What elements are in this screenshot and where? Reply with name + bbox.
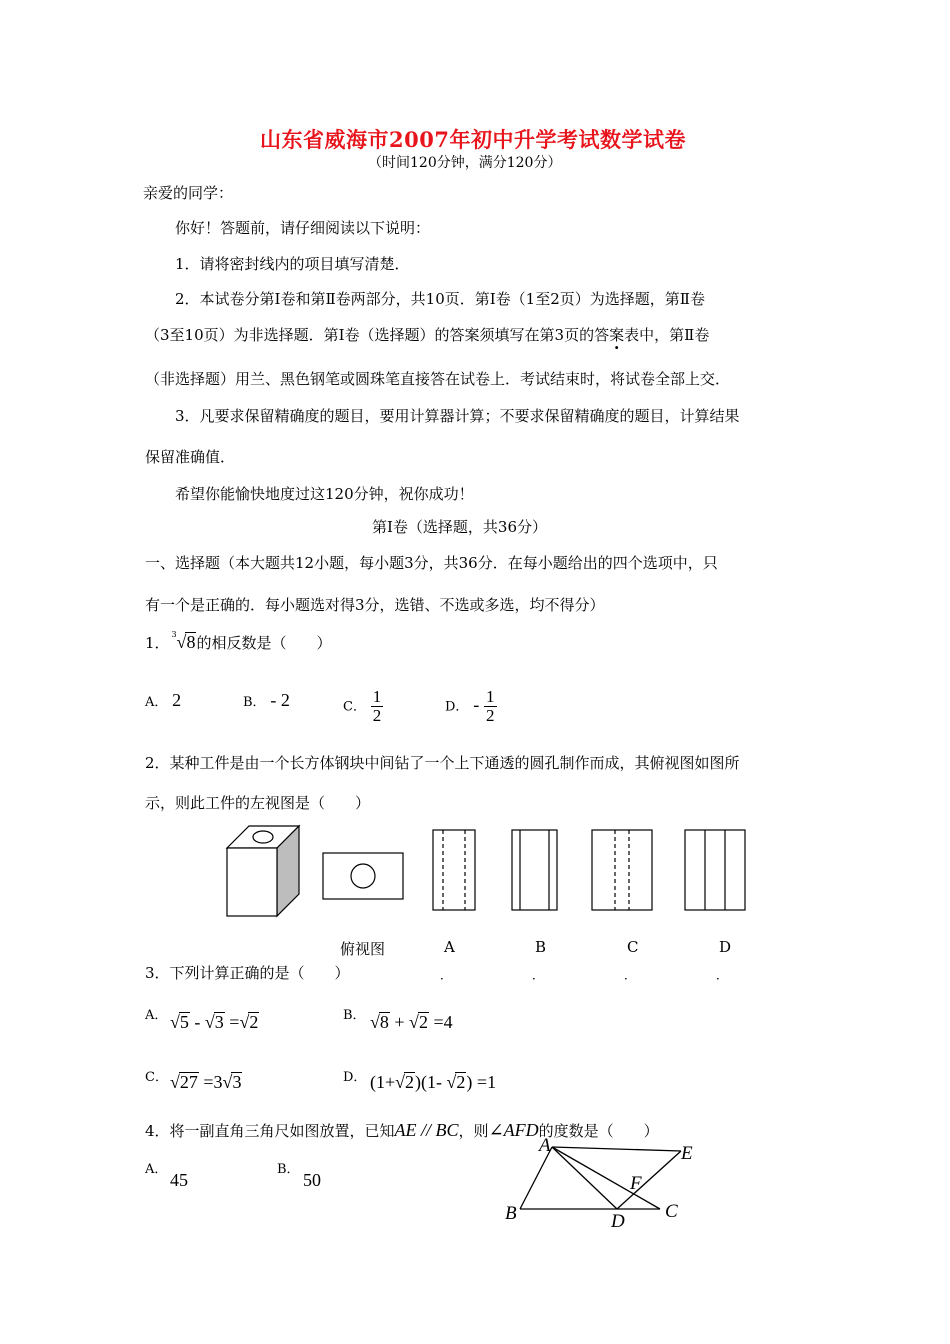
- segment-ab: [520, 1147, 552, 1209]
- question-3-text: 3．下列计算正确的是（ ）: [145, 964, 350, 982]
- top-view-label: 俯视图: [340, 940, 386, 958]
- option-a-figure: [433, 830, 475, 910]
- paren-open: (1+: [370, 1072, 396, 1092]
- angle-afd: ∠AFD: [488, 1120, 539, 1140]
- section-instruction-line2: 有一个是正确的．每小题选对得3分，选错、不选或多选，均不得分）: [145, 596, 605, 614]
- instruction-2-line2: [145, 324, 709, 345]
- point-label-b: B: [505, 1203, 517, 1224]
- q3-option-b-expression: √8 + √2 =4: [370, 1012, 453, 1032]
- option-d-figure: [685, 830, 745, 910]
- option-label: B．: [243, 695, 266, 710]
- option-label: D．: [445, 699, 469, 715]
- option-dot-a: ．: [440, 968, 453, 982]
- answer-sheet-emphasis: 答案表: [594, 326, 640, 344]
- q3-option-a-expression: √5 - √3 =√2: [170, 1012, 259, 1032]
- intro-hello: 你好！答题前，请仔细阅读以下说明：: [175, 219, 431, 237]
- option-value: - 2: [270, 690, 290, 710]
- q3-option-c-label: C．: [145, 1070, 168, 1085]
- equals-value: =1: [476, 1072, 497, 1092]
- q1-option-b: [243, 690, 290, 711]
- q4-option-b-value: 50: [303, 1170, 321, 1190]
- segment-ac: [552, 1147, 660, 1209]
- denominator: 2: [486, 705, 495, 725]
- point-label-c: C: [665, 1201, 678, 1222]
- top-view-figure: [323, 853, 403, 899]
- question-1-text: 的相反数是（ ）: [196, 634, 332, 652]
- triangle-figure: [495, 1125, 725, 1235]
- radicand: 2: [456, 1072, 466, 1092]
- instruction-2-line3: （非选择题）用兰、黑色钢笔或圆珠笔直接答在试卷上．考试结束时，将试卷全部上交．: [145, 370, 731, 388]
- operator: +: [394, 1012, 405, 1032]
- option-label: A．: [145, 695, 168, 710]
- page-title: 山东省威海市2007年初中升学考试数学试卷: [260, 127, 686, 152]
- equals-coefficient: =3: [203, 1072, 223, 1092]
- radicand: 8: [379, 1012, 389, 1032]
- q4-option-a-label: A．: [145, 1162, 168, 1177]
- instruction-2-line1: 2．本试卷分第Ⅰ卷和第Ⅱ卷两部分，共10页．第Ⅰ卷（1至2页）为选择题，第Ⅱ卷: [175, 290, 705, 308]
- radicand: 2: [249, 1012, 259, 1032]
- fraction-one-half: [484, 688, 497, 725]
- page-subtitle: （时间120分钟，满分120分）: [368, 155, 562, 171]
- section-heading: 第Ⅰ卷（选择题，共36分）: [372, 518, 548, 536]
- option-label: C．: [343, 699, 366, 715]
- question-2-line1: 2．某种工件是由一个长方体钢块中间钻了一个上下通透的圆孔制作而成，其俯视图如图所: [145, 754, 740, 772]
- option-label-b: B: [535, 938, 547, 956]
- q1-option-a: [145, 690, 181, 711]
- section-instruction-line1: 一、选择题（本大题共12小题，每小题3分，共36分．在每小题给出的四个选项中，只: [145, 554, 718, 572]
- question-4-text-c: 的度数是（ ）: [538, 1122, 659, 1140]
- instruction-3-line1: 3．凡要求保留精确度的题目，要用计算器计算；不要求保留精确度的题目，计算结果: [175, 407, 740, 425]
- minus-sign: -: [473, 694, 480, 715]
- radicand: 3: [232, 1072, 242, 1092]
- option-b-figure: [512, 830, 557, 910]
- q1-option-c: [343, 688, 383, 725]
- paren-close: ): [466, 1072, 473, 1092]
- greeting: 亲爱的同学：: [143, 184, 234, 202]
- parallel-condition: AE // BC: [394, 1120, 459, 1140]
- option-dot-b: ．: [532, 968, 545, 982]
- q3-option-c-expression: √27 =3√3: [170, 1072, 242, 1092]
- question-1: [145, 632, 331, 653]
- question-1-number: 1．: [145, 634, 170, 652]
- operator: -: [194, 1012, 201, 1032]
- point-label-a: A: [539, 1135, 551, 1156]
- radicand: 3: [214, 1012, 224, 1032]
- q4-option-b-label: B．: [277, 1162, 300, 1177]
- denominator: 2: [372, 705, 382, 725]
- instruction-2-text-a: （3至10页）为非选择题．第Ⅰ卷（选择题）的答案须填写在第3页的: [145, 326, 595, 344]
- q3-option-d-label: D．: [343, 1070, 367, 1085]
- q3-option-d-expression: (1+√2)(1- √2) =1: [370, 1072, 497, 1092]
- fraction-one-half: [371, 688, 384, 725]
- question-4-text-a: 4．将一副直角三角尺如图放置，已知: [145, 1122, 395, 1140]
- q4-option-a-value: 45: [170, 1170, 188, 1190]
- instruction-2-text-b: 中，第Ⅱ卷: [639, 326, 710, 344]
- radicand: 8: [186, 632, 196, 652]
- option-label-d: D: [719, 938, 732, 956]
- q1-option-d: [445, 688, 497, 725]
- option-label-c: C: [627, 938, 639, 956]
- radicand: 2: [405, 1072, 415, 1092]
- point-label-f: F: [630, 1173, 642, 1194]
- wish-text: 希望你能愉快地度过这120分钟，祝你成功！: [175, 485, 474, 503]
- point-label-d: D: [611, 1211, 625, 1232]
- question-2-line2: 示，则此工件的左视图是（ ）: [145, 794, 371, 812]
- point-label-e: E: [681, 1143, 693, 1164]
- option-dot-c: ．: [624, 968, 637, 982]
- option-value: 2: [172, 690, 182, 710]
- equals-value: =4: [433, 1012, 453, 1032]
- q3-option-b-label: B．: [343, 1008, 366, 1023]
- numerator: 1: [372, 687, 382, 706]
- option-c-figure: [592, 830, 652, 910]
- option-dot-d: ．: [716, 968, 729, 982]
- cube-with-hole-figure: [227, 826, 299, 916]
- question-4-text-b: ，则: [458, 1122, 489, 1140]
- root-index: 3: [171, 630, 177, 639]
- segment-ae: [552, 1147, 681, 1151]
- option-label-a: A: [444, 938, 455, 956]
- cube-root-8: 3 √8: [171, 630, 196, 652]
- q3-option-a-label: A．: [145, 1008, 168, 1023]
- equals: =: [229, 1012, 240, 1032]
- numerator: 1: [486, 687, 495, 706]
- instruction-3-line2: 保留准确值．: [145, 448, 236, 466]
- radicand: 2: [418, 1012, 428, 1032]
- radicand: 5: [179, 1012, 189, 1032]
- paren-mid: )(1-: [415, 1072, 443, 1092]
- q2-figures: [215, 820, 775, 930]
- instruction-1: 1．请将密封线内的项目填写清楚．: [175, 255, 410, 273]
- radicand: 27: [179, 1072, 198, 1092]
